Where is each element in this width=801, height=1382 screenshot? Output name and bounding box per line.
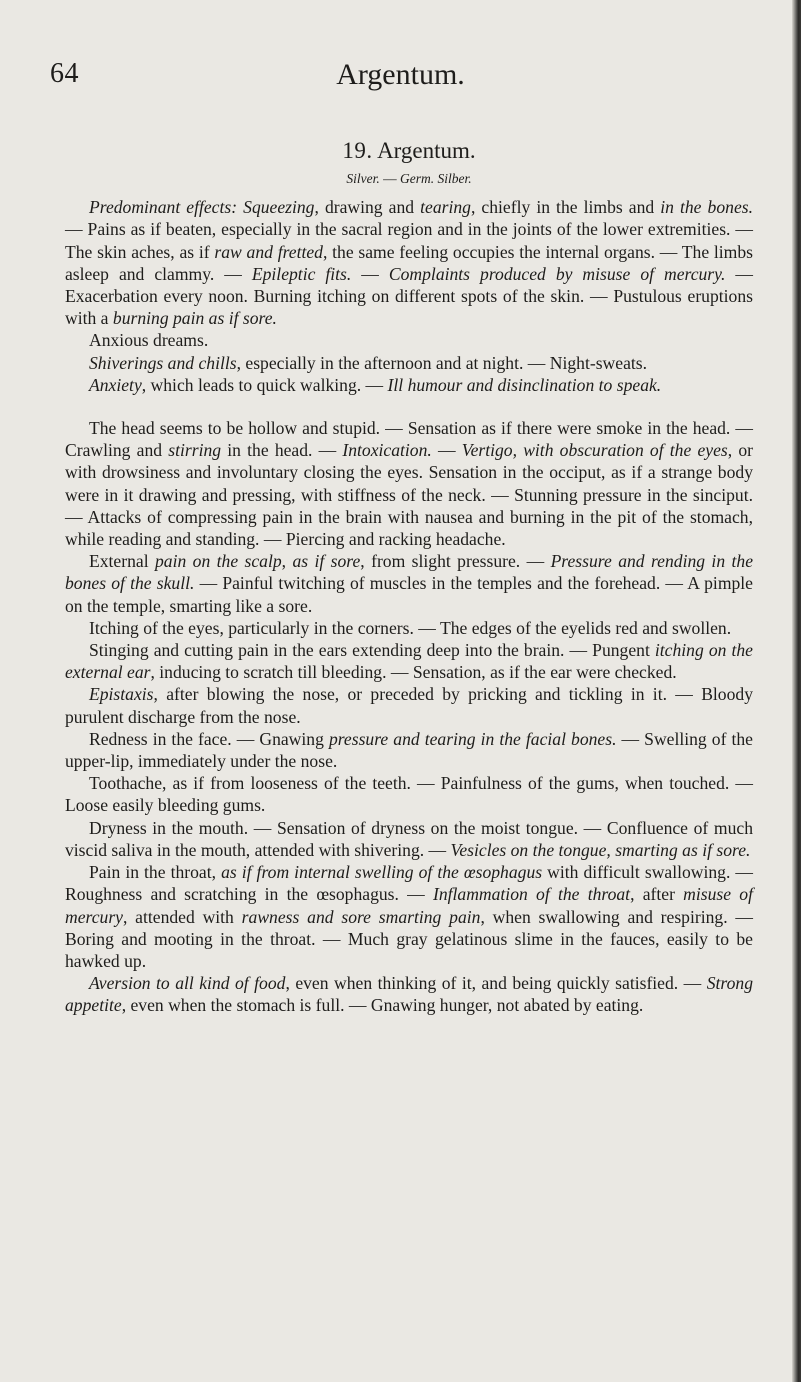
- paragraph: [65, 417, 753, 550]
- italic-text: as if from internal swelling of the œsophagus: [221, 862, 543, 883]
- paragraph: [65, 861, 753, 972]
- text-run: in the head. —: [221, 440, 343, 461]
- italic-text: Vertigo, with obscuration of the eyes: [461, 440, 728, 461]
- italic-text: as if sore: [292, 551, 361, 572]
- italic-text: Vesicles on the tongue, smarting as if sore.: [450, 839, 751, 860]
- italic-text: Epileptic fits.: [251, 263, 352, 284]
- italic-text: pain on the scalp: [154, 551, 282, 572]
- chapter-subtitle: [65, 168, 753, 190]
- page-number: 64: [50, 58, 79, 89]
- italic-text: Intoxication.: [342, 440, 432, 461]
- italic-text: Pressure and rending in the bones of the skull.: [65, 551, 754, 594]
- text-run: , chiefly in the limbs and: [470, 197, 661, 218]
- paragraph: [65, 352, 753, 374]
- text-run: Redness in the face. — Gnawing: [89, 728, 329, 749]
- page-body: [65, 138, 753, 1017]
- subtitle-separator: —: [379, 171, 400, 186]
- text-run: , even when thinking of it, and being quickly satisfied. —: [285, 973, 707, 994]
- text-run: , inducing to scratch till bleeding. — Sensation, as if the ear were checked.: [150, 662, 677, 683]
- italic-text: rawness and sore smarting pain: [241, 906, 481, 927]
- italic-text: Squeezing: [243, 197, 315, 218]
- subtitle-german: Germ. Silber.: [400, 171, 472, 186]
- text-run: , from slight pressure. —: [360, 551, 551, 572]
- text-run: , especially in the afternoon and at night. — Night-sweats.: [236, 352, 648, 373]
- page-edge-shadow: [792, 0, 801, 1382]
- text-run: —: [431, 440, 462, 461]
- italic-text: Anxiety: [89, 374, 142, 395]
- running-head: [0, 58, 801, 98]
- paragraph: [65, 817, 753, 861]
- italic-text: raw and fretted: [214, 241, 323, 262]
- section-gap: [65, 396, 753, 417]
- text-run: —: [351, 263, 389, 284]
- text-run: — Swelling of the upper-lip, immediately under the nose.: [65, 728, 753, 772]
- text-run: — Pains as if beaten, especially in the sacral region and in the joints of the lower extremities. — The skin aches, as if: [65, 219, 753, 262]
- text-run: ,: [281, 551, 293, 572]
- paragraph: [65, 617, 753, 639]
- text-run: External: [89, 551, 155, 572]
- italic-text: Aversion to all kind of food: [89, 973, 286, 994]
- text-run: — Painful twitching of muscles in the temples and the forehead. — A pimple on the temple, smarting like a sore.: [65, 573, 753, 616]
- italic-text: Epistaxis: [89, 684, 154, 705]
- text-run: Anxious dreams.: [89, 330, 209, 351]
- text-run: , or with drowsiness and involuntary closing the eyes. Sensation in the occiput, as if a strange body were in it drawing and pressing, with stiffness of the neck. — Stunning pressure in the sinciput. — Attacks of compressing pain in the brain with nausea and burning in the pit of the stomach, while reading and standing. — Piercing and racking headache.: [65, 440, 754, 550]
- text-run: , when swallowing and respiring. — Boring and mooting in the throat. — Much gray gelatinous slime in the fauces, easily to be hawked up.: [65, 906, 754, 971]
- italic-text: stirring: [168, 440, 222, 461]
- paragraph: [65, 728, 753, 772]
- paragraph: [65, 550, 753, 617]
- text-run: with difficult swallowing. — Roughness and scratching in the œsophagus. —: [65, 862, 753, 905]
- text-run: Dryness in the mouth. — Sensation of dryness on the moist tongue. — Confluence of much viscid saliva in the mouth, attended with shivering. —: [65, 817, 753, 860]
- italic-text: Ill humour and disinclination to speak.: [387, 374, 662, 395]
- chapter-title: [65, 138, 753, 164]
- text-run: , the same feeling occupies the internal organs. — The limbs asleep and clammy. —: [65, 241, 754, 284]
- italic-text: Complaints produced by misuse of mercury.: [388, 263, 726, 284]
- chapter-number: 19.: [342, 138, 373, 163]
- chapter-name: Argentum.: [377, 138, 476, 163]
- text-run: , attended with: [122, 906, 242, 927]
- paragraph: [65, 639, 753, 683]
- text-run: Toothache, as if from looseness of the teeth. — Painfulness of the gums, when touched. — Loose easily bleeding gums.: [65, 773, 753, 816]
- text-run: — Exacerbation every noon. Burning itching on different spots of the skin. — Pustulous eruptions with a: [65, 263, 753, 329]
- italic-text: Inflammation of the throat: [432, 884, 631, 905]
- italic-text: Predominant effects:: [89, 197, 238, 218]
- text-run: , drawing and: [314, 197, 421, 218]
- italic-text: Shiverings and chills: [89, 352, 237, 373]
- paragraph: [65, 374, 753, 396]
- subtitle-english: Silver.: [346, 171, 380, 186]
- text-run: , even when the stomach is full. — Gnawing hunger, not abated by eating.: [121, 995, 644, 1016]
- running-title: Argentum.: [336, 58, 465, 91]
- italic-text: pressure and tearing in the facial bones.: [328, 728, 617, 749]
- italic-text: itching on the external ear: [65, 640, 753, 683]
- paragraph: [65, 683, 753, 727]
- italic-text: tearing: [420, 197, 471, 218]
- text-run: , after: [630, 884, 684, 905]
- text-run: The head seems to be hollow and stupid. — Sensation as if there were smoke in the head. — Crawling and: [65, 418, 753, 461]
- paragraph: [65, 329, 753, 351]
- text-run: Itching of the eyes, particularly in the corners. — The edges of the eyelids red and swollen.: [89, 617, 732, 638]
- italic-text: misuse of mercury: [65, 884, 753, 927]
- symptom-paragraphs: [65, 196, 753, 1016]
- paragraph: [65, 196, 753, 329]
- paragraph: [65, 972, 753, 1016]
- italic-text: Strong appetite: [65, 973, 754, 1016]
- italic-text: in the bones.: [660, 197, 753, 218]
- paragraph: [65, 772, 753, 816]
- italic-text: burning pain as if sore.: [112, 308, 277, 329]
- text-run: Stinging and cutting pain in the ears extending deep into the brain. — Pungent: [89, 640, 655, 661]
- text-run: , which leads to quick walking. —: [141, 374, 388, 395]
- text-run: , after blowing the nose, or preceded by pricking and tickling in it. — Bloody purulent discharge from the nose.: [65, 684, 753, 727]
- text-run: Pain in the throat,: [89, 862, 222, 883]
